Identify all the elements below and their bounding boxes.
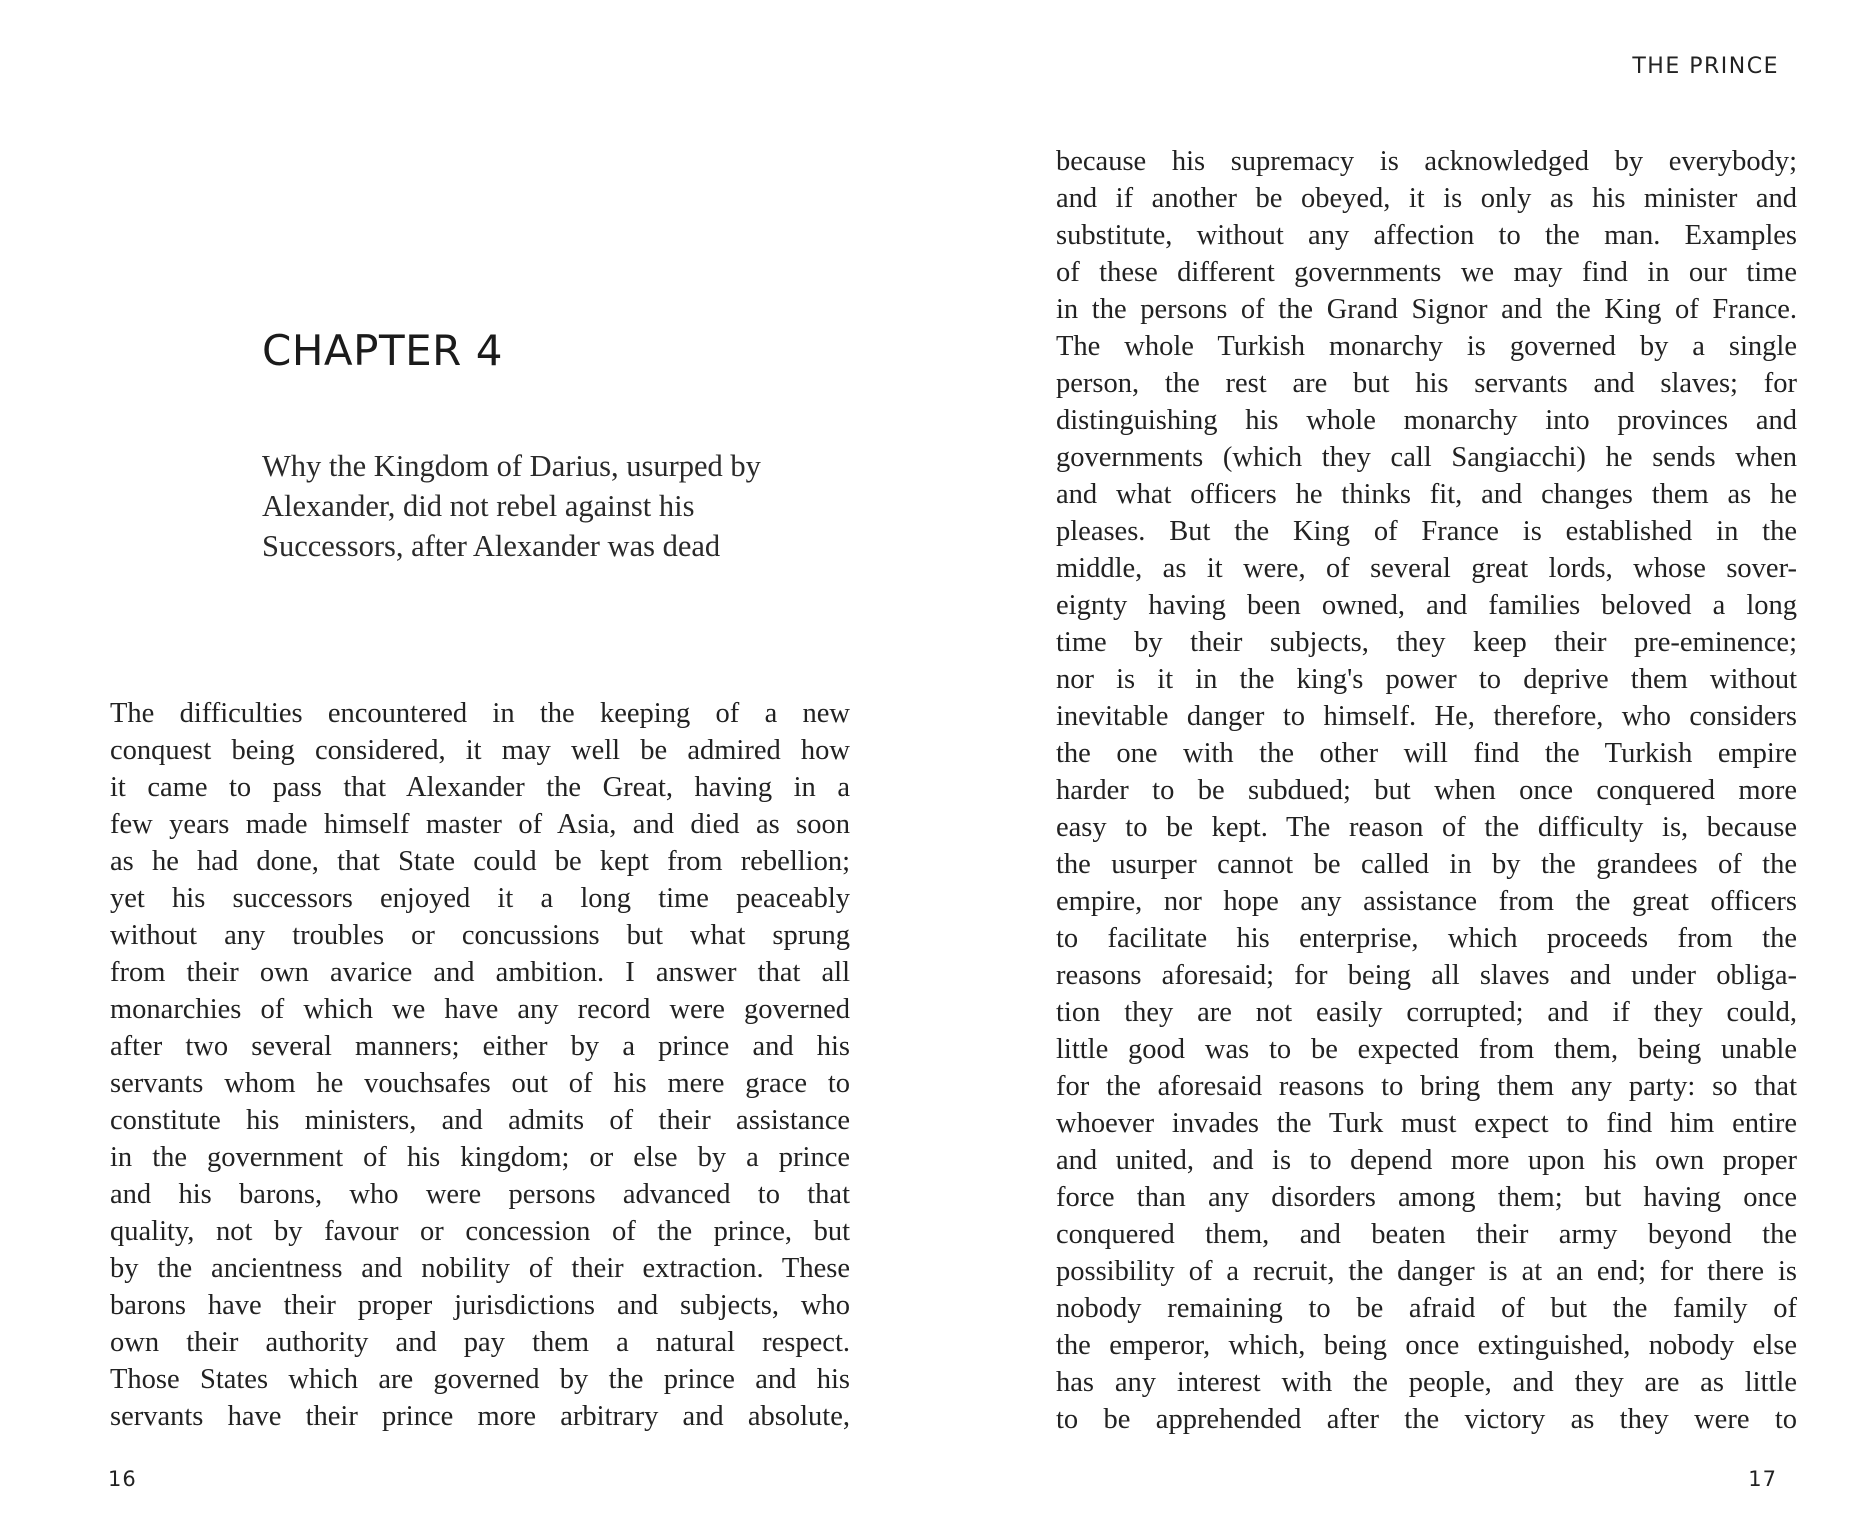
text-line: in the government of his kingdom; or else by a prince (110, 1142, 850, 1173)
text-line: reasons aforesaid; for being all slaves and under obliga- (1056, 960, 1797, 991)
right-page-body-text (1056, 143, 1797, 1438)
text-line: it came to pass that Alexander the Great, having in a (110, 772, 850, 803)
text-line: inevitable danger to himself. He, therefore, who considers (1056, 701, 1797, 732)
page-number: 16 (108, 1467, 137, 1491)
text-line: tion they are not easily corrupted; and if they could, (1056, 997, 1797, 1028)
text-line: nor is it in the king's power to deprive them without (1056, 664, 1797, 695)
text-line: middle, as it were, of several great lords, whose sover- (1056, 553, 1797, 584)
text-line: the usurper cannot be called in by the grandees of the (1056, 849, 1797, 880)
text-line: of these different governments we may find in our time (1056, 257, 1797, 288)
text-line: for the aforesaid reasons to bring them any party: so that (1056, 1071, 1797, 1102)
text-line: as he had done, that State could be kept from rebellion; (110, 846, 850, 877)
text-line: from their own avarice and ambition. I answer that all (110, 957, 850, 988)
text-line: time by their subjects, they keep their pre-eminence; (1056, 627, 1797, 658)
text-line: nobody remaining to be afraid of but the family of (1056, 1293, 1797, 1324)
chapter-subtitle-line: Successors, after Alexander was dead (262, 529, 721, 563)
text-line: empire, nor hope any assistance from the great officers (1056, 886, 1797, 917)
text-line: conquered them, and beaten their army beyond the (1056, 1219, 1797, 1250)
text-line: and what officers he thinks fit, and changes them as he (1056, 479, 1797, 510)
text-line: yet his successors enjoyed it a long time peaceably (110, 883, 850, 914)
chapter-title: CHAPTER 4 (262, 326, 503, 375)
text-line: conquest being considered, it may well be admired how (110, 735, 850, 766)
text-line: the one with the other will find the Turkish empire (1056, 738, 1797, 769)
text-line: barons have their proper jurisdictions and subjects, who (110, 1290, 850, 1321)
text-line: distinguishing his whole monarchy into provinces and (1056, 405, 1797, 436)
text-line: few years made himself master of Asia, and died as soon (110, 809, 850, 840)
left-page (0, 0, 934, 1540)
text-line: by the ancientness and nobility of their extraction. These (110, 1253, 850, 1284)
text-line: person, the rest are but his servants and slaves; for (1056, 368, 1797, 399)
text-line: the emperor, which, being once extinguished, nobody else (1056, 1330, 1797, 1361)
text-line: eignty having been owned, and families beloved a long (1056, 590, 1797, 621)
text-line: and his barons, who were persons advanced to that (110, 1179, 850, 1210)
text-line: servants have their prince more arbitrary and absolute, (110, 1401, 850, 1432)
text-line: whoever invades the Turk must expect to find him entire (1056, 1108, 1797, 1139)
text-line: to be apprehended after the victory as they were to (1056, 1404, 1797, 1435)
chapter-subtitle-line: Why the Kingdom of Darius, usurped by (262, 449, 761, 483)
text-line: and if another be obeyed, it is only as his minister and (1056, 183, 1797, 214)
chapter-subtitle-line: Alexander, did not rebel against his (262, 489, 695, 523)
left-page-body-text (110, 695, 850, 1435)
text-line: constitute his ministers, and admits of their assistance (110, 1105, 850, 1136)
text-line: without any troubles or concussions but what sprung (110, 920, 850, 951)
right-page (935, 0, 1869, 1540)
text-line: and united, and is to depend more upon his own proper (1056, 1145, 1797, 1176)
text-line: little good was to be expected from them, being unable (1056, 1034, 1797, 1065)
text-line: Those States which are governed by the prince and his (110, 1364, 850, 1395)
text-line: monarchies of which we have any record were governed (110, 994, 850, 1025)
text-line: The whole Turkish monarchy is governed by a single (1056, 331, 1797, 362)
page-number: 17 (1748, 1467, 1777, 1491)
text-line: force than any disorders among them; but having once (1056, 1182, 1797, 1213)
text-line: easy to be kept. The reason of the difficulty is, because (1056, 812, 1797, 843)
text-line: after two several manners; either by a prince and his (110, 1031, 850, 1062)
text-line: servants whom he vouchsafes out of his mere grace to (110, 1068, 850, 1099)
text-line: possibility of a recruit, the danger is at an end; for there is (1056, 1256, 1797, 1287)
text-line: has any interest with the people, and they are as little (1056, 1367, 1797, 1398)
text-line: governments (which they call Sangiacchi) he sends when (1056, 442, 1797, 473)
text-line: in the persons of the Grand Signor and the King of France. (1056, 294, 1797, 325)
running-head: THE PRINCE (1632, 54, 1779, 79)
text-line: pleases. But the King of France is established in the (1056, 516, 1797, 547)
text-line: harder to be subdued; but when once conquered more (1056, 775, 1797, 806)
text-line: because his supremacy is acknowledged by everybody; (1056, 146, 1797, 177)
text-line: substitute, without any affection to the man. Examples (1056, 220, 1797, 251)
text-line: own their authority and pay them a natural respect. (110, 1327, 850, 1358)
text-line: The difficulties encountered in the keeping of a new (110, 698, 850, 729)
text-line: to facilitate his enterprise, which proceeds from the (1056, 923, 1797, 954)
text-line: quality, not by favour or concession of the prince, but (110, 1216, 850, 1247)
chapter-subtitle (262, 446, 862, 566)
